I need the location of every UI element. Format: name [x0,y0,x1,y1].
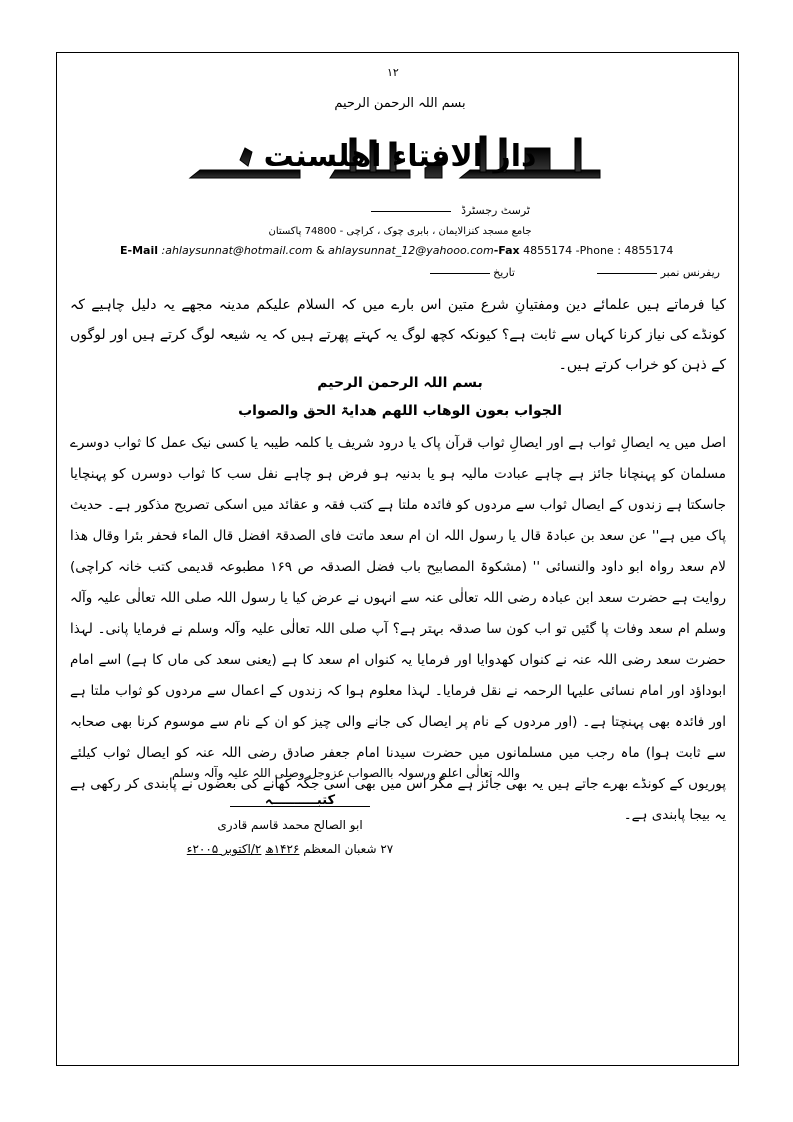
email-primary[interactable]: :ahlaysunnat@hotmail.com [161,244,313,257]
date-blank [430,273,490,274]
dar-ul-ifta-logo [180,130,620,192]
contact-line [120,244,680,257]
signature-date-prefix: ۲۷ شعبان المعظم [303,842,394,856]
fax-label: -Fax [493,244,520,257]
reference-label: ریفرنس نمبر [660,266,720,279]
signature-date [170,842,410,856]
signature-date-hijri: ۱۴۲۶ھ [265,842,300,856]
phone-number: 4855174 [624,244,674,257]
date-label: تاریخ [493,266,515,279]
date-field [395,266,515,279]
trust-number-blank [371,211,451,212]
author-name: ابو الصالح محمد قاسم قادری [217,818,363,832]
trust-registered [300,204,530,217]
trust-registered-label: ٹرسٹ رجسٹرڈ [461,204,530,217]
fax-number: 4855174 [523,244,573,257]
closing-formula: واللہ تعالٰی اعلم ورسولہ باالصواب عزوجل وصلی اللہ علیہ وآلہ وسلم [171,766,520,780]
reference-blank [597,273,657,274]
org-name-text: دار الافتاء اھلسنت [263,139,537,174]
header-bismillah: بسم اللہ الرحمن الرحیم [334,96,466,111]
email-secondary[interactable]: ahlaysunnat_12@yahooo.com [328,244,494,257]
signature-date-gregorian: ۲/اکتوبر ۲۰۰۵ء [186,842,262,856]
answer-text: اصل میں یہ ایصالِ ثواب ہے اور ایصالِ ثواب قرآن پاک یا درود شریف یا کلمہ طیبہ یا کسی نیک عمل کا ثواب دوسرے مسلمان کو پہنچانا جائز ہے چاہے عبادت مالیہ ہو یا بدنیہ ہو فرض ہو چاہے نفل سب کا ثواب دوسرں کو پہنچایا جاسکتا ہے زندوں کے ایصال ثواب سے مردوں کو فائدہ ملتا ہے کتب فقہ و عقائد میں اسکی تصریح مذکور ہے۔ حدیث پاک میں ہے'' عن سعد بن عبادۃ قال یا رسول اللہ ان ام سعد ماتت فای الصدقۃ افضل قال الماء فحفر بئرا وقال ھذا لام سعد رواہ ابو داود والنسائی '' (مشکوۃ المصابیح باب فضل الصدقہ ص ۱۶۹ مطبوعہ قدیمی کتب خانہ کراچی) روایت ہے حضرت سعد ابن عبادہ رضی اللہ تعالٰی عنہ سے انہوں نے عرض کیا یا رسول اللہ صلی اللہ تعالٰی علیہ وآلہ وسلم ام سعد وفات پا گئیں تو اب کون سا صدقہ بہتر ہے؟ آپ صلی اللہ تعالٰی علیہ وآلہ وسلم نے فرمایا پانی۔ لہذا حضرت سعد رضی اللہ عنہ نے کنواں کھدوایا اور فرمایا یہ کنواں ام سعد کا ہے (یعنی سعد کی ماں کا ہے) اسے امام ابوداؤد اور امام نسائی علیہا الرحمہ نے نقل فرمایا۔ لہذا معلوم ہوا کہ زندوں کے اعمال سے مردوں کو ثواب ملتا ہے اور فائدہ بھی پہنچتا ہے۔ (اور مردوں کے نام پر ایصال کی جانے والی چیز کو ان کے نام سے موسوم کرنا بھی صحابہ سے ثابت ہوا) ماہ رجب میں مسلمانوں میں حضرت سیدنا امام جعفر صادق رضی اللہ عنہ کو ایصال ثواب کیلئے پوریوں کے کونڈے بھرے جاتے ہیں یہ بھی جائز ہے مگر اس میں بھی اسی جگہ کھانے کی بعضوں نے پابندی کر رکھی ہے یہ بیجا پابندی ہے۔ [70,435,726,823]
question-text: کیا فرماتے ہیں علمائے دین ومفتیانِ شرع متین اس بارے میں کہ السلام علیکم مدینہ مجھے یہ دلیل چاہیے کہ کونڈے کی نیاز کرنا کہاں سے ثابت ہے؟ کیونکہ کچھ لوگ یہ کہتے پھرتے ہیں کہ یہ شیعہ لوگ کرتے ہیں اور لوگوں کے ذہن کو خراب کرتے ہیں۔ [70,297,726,373]
page-number: ۱۲ [387,66,399,79]
phone-label: -Phone : [575,244,621,257]
signature-title: کتبــــــــــہ [230,793,370,807]
answer-heading: الجواب بعون الوھاب اللھم ھدایۃ الحق والصواب [238,403,562,419]
address: جامع مسجد کنزالایمان ، بابری چوک ، کراچی - 74800 پاکستان [268,226,532,237]
email-separator: & [316,244,325,257]
reference-field [560,266,720,279]
answer-bismillah: بسم اللہ الرحمن الرحیم [317,375,483,391]
email-label: E-Mail [120,244,158,257]
